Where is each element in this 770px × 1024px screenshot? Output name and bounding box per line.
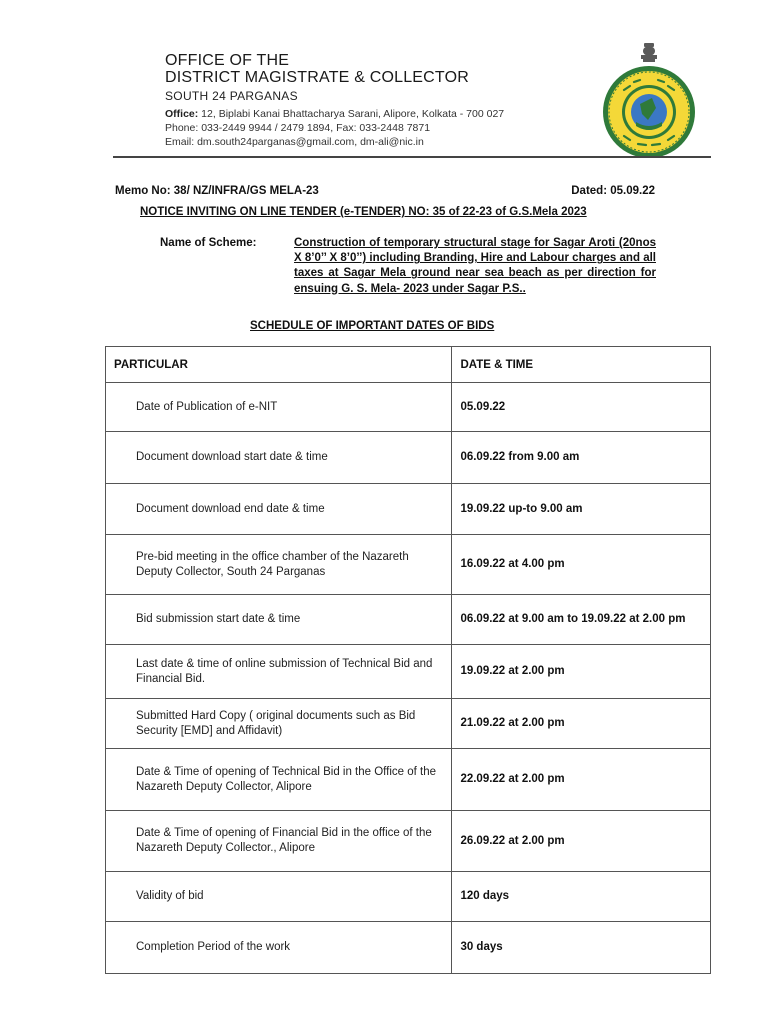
date-cell: 30 days xyxy=(452,922,711,974)
table-header-row xyxy=(106,347,711,383)
schedule-table xyxy=(105,346,711,974)
letterhead xyxy=(165,52,595,149)
office-title: OFFICE OF THE xyxy=(165,52,290,69)
table-row xyxy=(106,432,711,484)
particular-cell: Validity of bid xyxy=(106,872,452,922)
particular-cell: Pre-bid meeting in the office chamber of the Nazareth Deputy Collector, South 24 Parganas xyxy=(106,535,452,595)
particular-cell: Bid submission start date & time xyxy=(106,595,452,645)
district-emblem-icon xyxy=(590,40,708,160)
table-row xyxy=(106,645,711,699)
header-divider xyxy=(113,156,711,158)
header-particular: PARTICULAR xyxy=(106,347,452,383)
table-row xyxy=(106,922,711,974)
particular-cell: Last date & time of online submission of Technical Bid and Financial Bid. xyxy=(106,645,452,699)
office-address xyxy=(165,107,595,121)
phone-fax: Phone: 033-2449 9944 / 2479 1894, Fax: 033-2448 7871 xyxy=(165,122,431,134)
scheme-description: Construction of temporary structural stage for Sagar Aroti (20nos X 8’0’’ X 8’0’’) including Branding, Hire and Labour charges and all taxes at Sagar Mela ground near sea beach as per direction for ensuing G. S. Mela- 2023 under Sagar P.S.. xyxy=(294,237,656,295)
table-row xyxy=(106,872,711,922)
particular-cell: Completion Period of the work xyxy=(106,922,452,974)
memo-number: Memo No: 38/ NZ/INFRA/GS MELA-23 xyxy=(115,185,319,197)
scheme-label: Name of Scheme: xyxy=(160,237,257,249)
memo-date: Dated: 05.09.22 xyxy=(571,185,655,197)
memo-line xyxy=(115,185,655,197)
table-row xyxy=(106,699,711,749)
date-cell: 19.09.22 up-to 9.00 am xyxy=(452,484,711,535)
date-cell: 06.09.22 from 9.00 am xyxy=(452,432,711,484)
table-row xyxy=(106,595,711,645)
schedule-title: SCHEDULE OF IMPORTANT DATES OF BIDS xyxy=(250,320,495,332)
date-cell: 06.09.22 at 9.00 am to 19.09.22 at 2.00 pm xyxy=(452,595,711,645)
district-name: SOUTH 24 PARGANAS xyxy=(165,89,298,103)
date-cell: 22.09.22 at 2.00 pm xyxy=(452,749,711,811)
date-cell: 05.09.22 xyxy=(452,383,711,432)
header-date-time: DATE & TIME xyxy=(452,347,711,383)
date-cell: 19.09.22 at 2.00 pm xyxy=(452,645,711,699)
date-cell: 26.09.22 at 2.00 pm xyxy=(452,811,711,872)
particular-cell: Document download start date & time xyxy=(106,432,452,484)
office-subtitle: DISTRICT MAGISTRATE & COLLECTOR xyxy=(165,69,470,86)
table-row xyxy=(106,749,711,811)
table-row xyxy=(106,484,711,535)
particular-cell: Date of Publication of e-NIT xyxy=(106,383,452,432)
notice-title: NOTICE INVITING ON LINE TENDER (e-TENDER) NO: 35 of 22-23 of G.S.Mela 2023 xyxy=(140,206,587,218)
email-addresses: Email: dm.south24parganas@gmail.com, dm-ali@nic.in xyxy=(165,136,424,148)
table-row xyxy=(106,535,711,595)
table-row xyxy=(106,383,711,432)
contact-block xyxy=(165,107,595,149)
date-cell: 21.09.22 at 2.00 pm xyxy=(452,699,711,749)
particular-cell: Date & Time of opening of Financial Bid in the office of the Nazareth Deputy Collector., Alipore xyxy=(106,811,452,872)
date-cell: 120 days xyxy=(452,872,711,922)
particular-cell: Document download end date & time xyxy=(106,484,452,535)
office-address-label: Office: xyxy=(165,108,199,120)
particular-cell: Submitted Hard Copy ( original documents such as Bid Security [EMD] and Affidavit) xyxy=(106,699,452,749)
date-cell: 16.09.22 at 4.00 pm xyxy=(452,535,711,595)
particular-cell: Date & Time of opening of Technical Bid in the Office of the Nazareth Deputy Collector, Alipore xyxy=(106,749,452,811)
office-address-text: 12, Biplabi Kanai Bhattacharya Sarani, Alipore, Kolkata - 700 027 xyxy=(198,108,505,120)
table-row xyxy=(106,811,711,872)
